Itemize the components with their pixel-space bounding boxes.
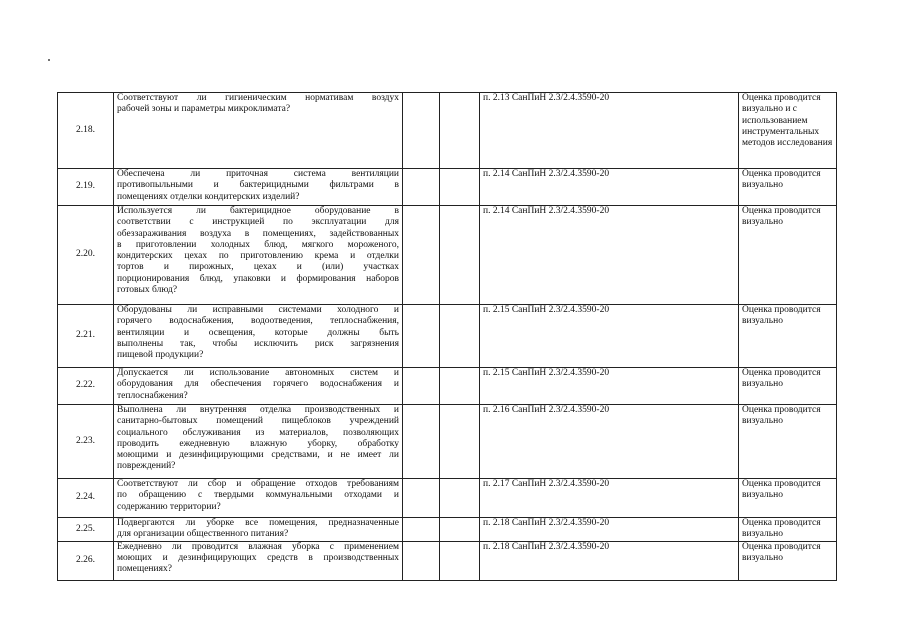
item-number: 2.25. [58, 518, 114, 542]
item-number: 2.22. [58, 368, 114, 405]
assessment-method: Оценка проводится визуально [739, 405, 837, 479]
item-number: 2.19. [58, 169, 114, 206]
answer-yes-cell [403, 541, 440, 580]
question-text: Подвергаются ли уборке все помещения, предназначенные для организации общественного питания? [114, 518, 403, 542]
regulation-reference: п. 2.13 СанПиН 2.3/2.4.3590-20 [480, 93, 739, 169]
question-text: Ежедневно ли проводится влажная уборка с применением моющих и дезинфицирующих средств в производственных помещениях? [114, 541, 403, 580]
answer-yes-cell [403, 206, 440, 305]
assessment-method: Оценка проводится визуально [739, 479, 837, 518]
answer-no-cell [440, 93, 480, 169]
regulation-reference: п. 2.15 СанПиН 2.3/2.4.3590-20 [480, 368, 739, 405]
assessment-method: Оценка проводится визуально [739, 305, 837, 368]
item-number: 2.20. [58, 206, 114, 305]
item-number: 2.18. [58, 93, 114, 169]
table-row [58, 93, 837, 169]
question-text: Используется ли бактерицидное оборудование в соответствии с инструкцией по эксплуатации для обеззараживания воздуха в помещениях, задействованных в приготовлении холодных блюд, мягкого мороженого, кондитерских цехах по приготовлению крема и отделки тортов и пирожных, цехах и (или) участках порционирования блюд, упаковки и формирования наборов готовых блюд? [114, 206, 403, 305]
question-text: Допускается ли использование автономных систем и оборудования для обеспечения горячего водоснабжения и теплоснабжения? [114, 368, 403, 405]
answer-no-cell [440, 305, 480, 368]
checklist-body [58, 93, 837, 581]
assessment-method: Оценка проводится визуально [739, 541, 837, 580]
assessment-method: Оценка проводится визуально [739, 169, 837, 206]
answer-yes-cell [403, 405, 440, 479]
table-row [58, 305, 837, 368]
question-text: Соответствуют ли сбор и обращение отходов требованиям по обращению с твердыми коммунальными отходами и содержанию территории? [114, 479, 403, 518]
regulation-reference: п. 2.17 СанПиН 2.3/2.4.3590-20 [480, 479, 739, 518]
regulation-reference: п. 2.16 СанПиН 2.3/2.4.3590-20 [480, 405, 739, 479]
answer-yes-cell [403, 93, 440, 169]
answer-yes-cell [403, 368, 440, 405]
item-number: 2.21. [58, 305, 114, 368]
answer-yes-cell [403, 518, 440, 542]
item-number: 2.24. [58, 479, 114, 518]
answer-no-cell [440, 405, 480, 479]
table-row [58, 518, 837, 542]
answer-no-cell [440, 518, 480, 542]
scan-speck [48, 59, 50, 61]
regulation-reference: п. 2.18 СанПиН 2.3/2.4.3590-20 [480, 518, 739, 542]
answer-no-cell [440, 169, 480, 206]
question-text: Оборудованы ли исправными системами холодного и горячего водоснабжения, водоотведения, теплоснабжения, вентиляции и освещения, которые должны быть выполнены так, чтобы исключить риск загрязнения пищевой продукции? [114, 305, 403, 368]
question-text: Соответствуют ли гигиеническим нормативам воздух рабочей зоны и параметры микроклимата? [114, 93, 403, 169]
regulation-reference: п. 2.15 СанПиН 2.3/2.4.3590-20 [480, 305, 739, 368]
table-row [58, 479, 837, 518]
answer-no-cell [440, 479, 480, 518]
assessment-method: Оценка проводится визуально [739, 368, 837, 405]
regulation-reference: п. 2.14 СанПиН 2.3/2.4.3590-20 [480, 169, 739, 206]
answer-yes-cell [403, 479, 440, 518]
assessment-method: Оценка проводится визуально [739, 518, 837, 542]
answer-no-cell [440, 206, 480, 305]
answer-yes-cell [403, 305, 440, 368]
checklist-table [57, 92, 837, 581]
answer-no-cell [440, 368, 480, 405]
item-number: 2.26. [58, 541, 114, 580]
question-text: Выполнена ли внутренняя отделка производственных и санитарно-бытовых помещений пищеблоков учреждений социального обслуживания из материалов, позволяющих проводить ежедневную влажную уборку, обработку моющими и дезинфицирующими средствами, и не имеет ли повреждений? [114, 405, 403, 479]
regulation-reference: п. 2.14 СанПиН 2.3/2.4.3590-20 [480, 206, 739, 305]
answer-no-cell [440, 541, 480, 580]
assessment-method: Оценка проводится визуально [739, 206, 837, 305]
question-text: Обеспечена ли приточная система вентиляции противопыльными и бактерицидными фильтрами в помещениях отделки кондитерских изделий? [114, 169, 403, 206]
answer-yes-cell [403, 169, 440, 206]
regulation-reference: п. 2.18 СанПиН 2.3/2.4.3590-20 [480, 541, 739, 580]
table-row [58, 206, 837, 305]
table-row [58, 405, 837, 479]
table-row [58, 541, 837, 580]
assessment-method: Оценка проводится визуально и с использованием инструментальных методов исследования [739, 93, 837, 169]
table-row [58, 368, 837, 405]
item-number: 2.23. [58, 405, 114, 479]
table-row [58, 169, 837, 206]
